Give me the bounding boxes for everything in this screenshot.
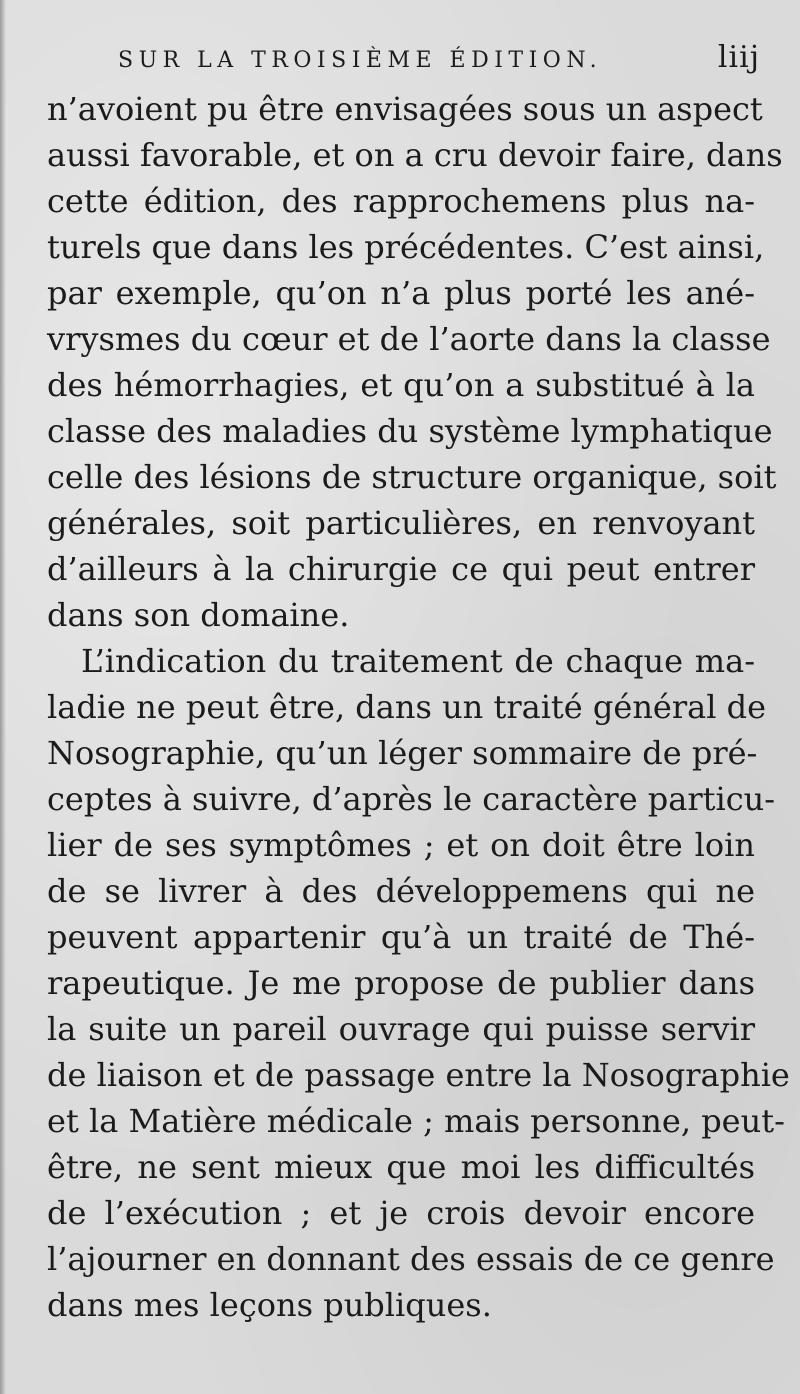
text-line: ceptes à suivre, d’après le caractère particu- — [47, 780, 776, 818]
page-header — [118, 40, 760, 84]
text-line: et la Matière médicale ; mais personne, peut- — [47, 1102, 785, 1140]
text-line: ladie ne peut être, dans un traité général de — [47, 688, 767, 726]
text-line: par exemple, qu’on n’a plus porté les ané- — [47, 274, 755, 312]
text-line: d’ailleurs à la chirurgie ce qui peut entrer — [47, 550, 755, 588]
text-line: aussi favorable, et on a cru devoir faire, dans — [47, 136, 783, 174]
running-title: SUR LA TROISIÈME ÉDITION. — [118, 48, 603, 73]
body-text — [47, 86, 790, 1328]
text-line: Nosographie, qu’un léger sommaire de pré- — [47, 734, 758, 772]
text-line: turels que dans les précédentes. C’est ainsi, — [47, 228, 765, 266]
text-line: dans son domaine. — [47, 596, 350, 634]
text-line: celle des lésions de structure organique, soit — [47, 458, 777, 496]
page-number: liij — [717, 40, 760, 75]
text-line: classe des maladies du système lymphatique — [47, 412, 773, 450]
text-line: de liaison et de passage entre la Nosographie — [47, 1056, 790, 1094]
text-line: L’indication du traitement de chaque ma- — [81, 642, 755, 680]
text-line: dans mes leçons publiques. — [47, 1286, 492, 1324]
text-line: l’ajourner en donnant des essais de ce genre — [47, 1240, 775, 1278]
text-line: générales, soit particulières, en renvoyant — [47, 504, 755, 542]
text-line: être, ne sent mieux que moi les difficultés — [47, 1148, 755, 1186]
text-line: lier de ses symptômes ; et on doit être loin — [47, 826, 755, 864]
text-line: cette édition, des rapprochemens plus na- — [47, 182, 755, 220]
page-edge-shadow — [0, 0, 6, 1394]
text-line: de l’exécution ; et je crois devoir encore — [47, 1194, 755, 1232]
text-line: rapeutique. Je me propose de publier dans — [47, 964, 755, 1002]
text-line: vrysmes du cœur et de l’aorte dans la classe — [47, 320, 771, 358]
text-line: n’avoient pu être envisagées sous un aspect — [47, 90, 763, 128]
paragraph — [47, 638, 790, 1328]
text-line: de se livrer à des développemens qui ne — [47, 872, 755, 910]
text-line: la suite un pareil ouvrage qui puisse servir — [47, 1010, 755, 1048]
text-line: peuvent appartenir qu’à un traité de Thé- — [47, 918, 755, 956]
paragraph — [47, 86, 783, 638]
text-line: des hémorrhagies, et qu’on a substitué à la — [47, 366, 755, 404]
